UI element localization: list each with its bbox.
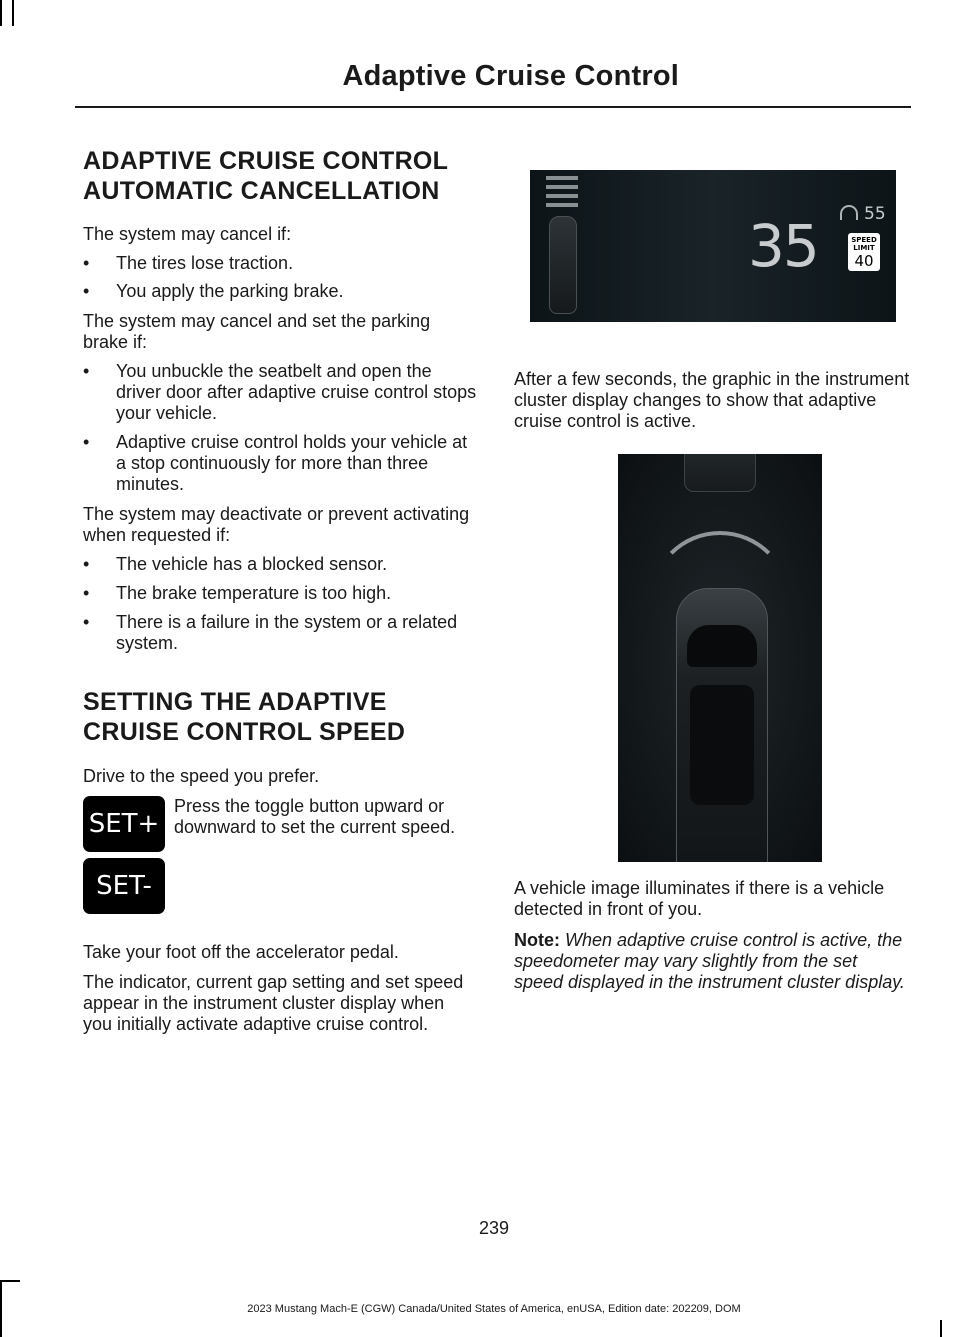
list-item: • There is a failure in the system or a related system. xyxy=(83,612,478,654)
note xyxy=(514,930,910,993)
footer-edition-info: 2023 Mustang Mach-E (CGW) Canada/United States of America, enUSA, Edition date: 202209, DOM xyxy=(247,1303,741,1315)
own-vehicle-icon xyxy=(676,588,768,862)
section-heading-setting-speed xyxy=(83,687,478,747)
paragraph: Take your foot off the accelerator pedal. xyxy=(83,942,399,962)
gap-setting-bars-icon xyxy=(546,176,578,212)
paragraph: The system may deactivate or prevent activating when requested if: xyxy=(83,504,470,545)
crop-mark xyxy=(0,1280,20,1282)
instrument-cluster-image xyxy=(530,170,896,322)
paragraph: The system may cancel and set the parking brake if: xyxy=(83,311,431,352)
paragraph: A vehicle image illuminates if there is a vehicle detected in front of you. xyxy=(514,878,885,919)
list-item: • You apply the parking brake. xyxy=(83,281,478,302)
paragraph: Drive to the speed you prefer. xyxy=(83,766,320,786)
toggle-instruction xyxy=(83,796,478,946)
heading-line: ADAPTIVE CRUISE CONTROL xyxy=(83,147,449,175)
paragraph: The indicator, current gap setting and set speed appear in the instrument cluster display when you initially activate adaptive cruise control. xyxy=(83,972,464,1034)
speed-limit-sign xyxy=(848,233,880,271)
section-heading-cancellation xyxy=(83,146,478,206)
set-plus-button-icon: SET+ xyxy=(83,796,165,852)
crop-mark xyxy=(940,1320,942,1337)
cluster-speed: 35 xyxy=(748,212,818,280)
cluster-set-speed xyxy=(840,204,886,224)
list-item: • The tires lose traction. xyxy=(83,253,478,274)
bullet-list xyxy=(83,253,478,302)
list-item: • The brake temperature is too high. xyxy=(83,583,478,604)
speed-limit-label: LIMIT xyxy=(853,244,875,252)
cruise-gauge-icon xyxy=(840,205,858,220)
lead-vehicle-icon xyxy=(684,454,756,492)
vehicle-icon xyxy=(549,216,577,314)
heading-line: CRUISE CONTROL SPEED xyxy=(83,718,406,746)
page-title: Adaptive Cruise Control xyxy=(342,60,679,92)
set-minus-button-icon: SET- xyxy=(83,858,165,914)
speed-limit-label: SPEED xyxy=(851,236,877,244)
note-body: When adaptive cruise control is active, the speedometer may vary slightly from the set speed displayed in the instrument cluster display. xyxy=(514,930,905,992)
heading-line: AUTOMATIC CANCELLATION xyxy=(83,177,440,205)
paragraph: After a few seconds, the graphic in the instrument cluster display changes to show that adaptive cruise control is active. xyxy=(514,369,910,431)
bullet-list xyxy=(83,554,478,654)
right-column xyxy=(514,170,910,993)
active-cruise-graphic xyxy=(618,454,822,862)
heading-line: SETTING THE ADAPTIVE xyxy=(83,688,387,716)
list-item: • You unbuckle the seatbelt and open the driver door after adaptive cruise control stops your vehicle. xyxy=(83,361,478,424)
bullet-list xyxy=(83,361,478,495)
toggle-instruction-text: Press the toggle button upward or downward to set the current speed. xyxy=(174,796,456,837)
crop-mark xyxy=(12,0,14,26)
set-speed-value: 55 xyxy=(864,204,886,224)
list-item: • The vehicle has a blocked sensor. xyxy=(83,554,478,575)
page-number: 239 xyxy=(478,1218,510,1238)
page-header xyxy=(75,60,911,93)
crop-mark xyxy=(0,0,2,26)
left-column xyxy=(83,146,478,1035)
header-divider xyxy=(75,106,911,108)
note-label: Note: xyxy=(514,930,560,950)
list-item: • Adaptive cruise control holds your vehicle at a stop continuously for more than three minutes. xyxy=(83,432,478,495)
paragraph: The system may cancel if: xyxy=(83,224,292,244)
speed-limit-value: 40 xyxy=(854,252,874,270)
